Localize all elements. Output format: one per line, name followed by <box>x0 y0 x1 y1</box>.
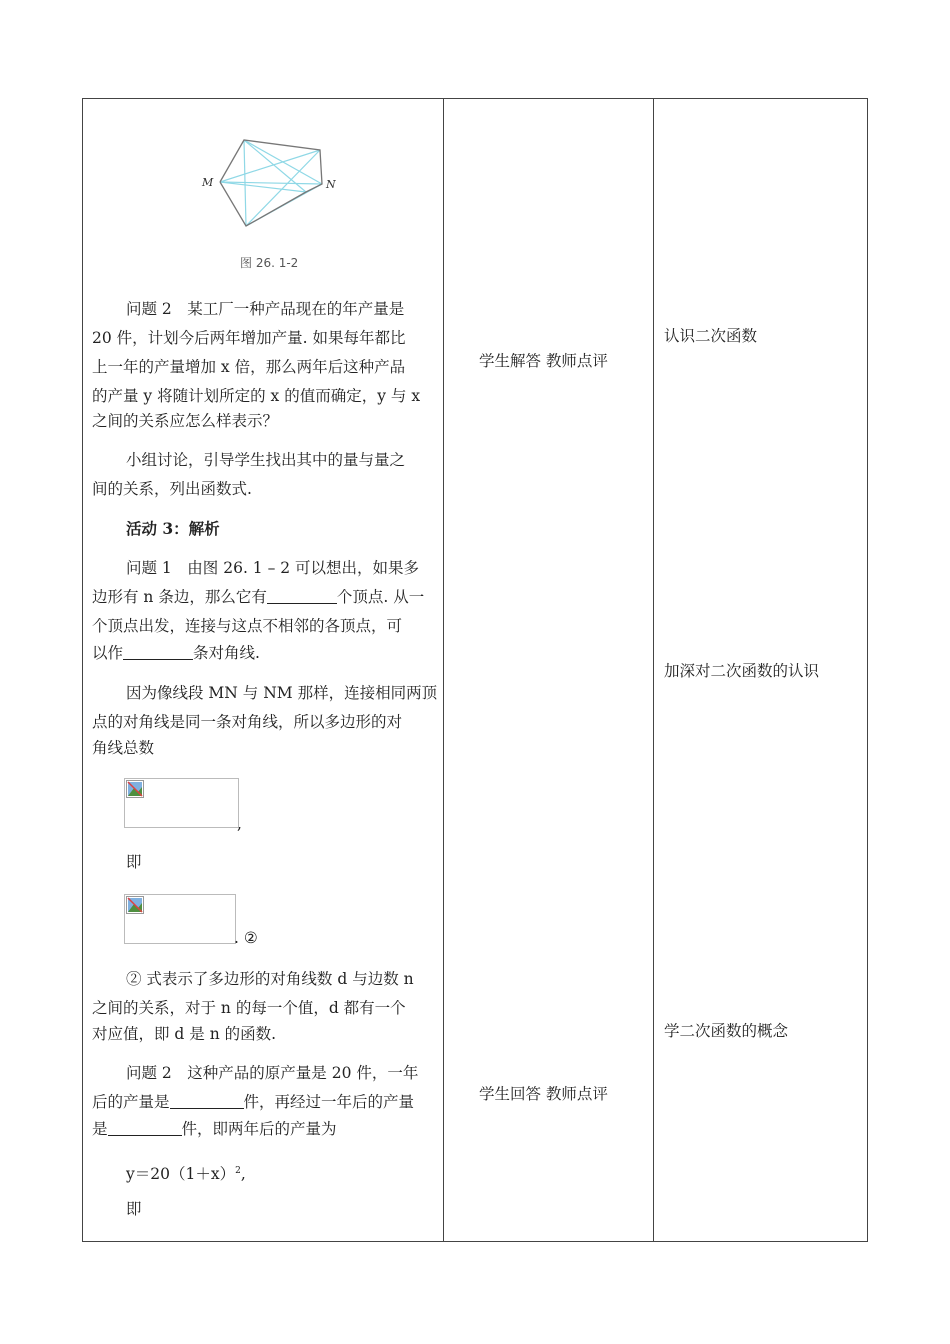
formula1-comma: , <box>237 815 242 833</box>
label-m: M <box>202 176 214 189</box>
activity3-heading: 活动 3：解析 <box>126 519 220 538</box>
explain-line2: 点的对角线是同一条对角线，所以多边形的对 <box>92 713 403 731</box>
broken-image-icon <box>126 896 144 914</box>
q2-line3-a: 是 <box>92 1120 108 1138</box>
q2-line2-b: 件，再经过一年后的产量 <box>243 1093 415 1111</box>
formula2-label: . ② <box>234 929 258 947</box>
problem2-line5: 之间的关系应怎么样表示？ <box>92 412 279 430</box>
formula-exponent: 2 <box>235 1166 241 1176</box>
q1-line1: 问题 1 由图 26. 1 – 2 可以想出，如果多 <box>126 559 420 577</box>
formula-comma: , <box>240 1165 246 1184</box>
discussion-line1: 小组讨论，引导学生找出其中的量与量之 <box>126 451 406 469</box>
ji-2: 即 <box>126 1200 142 1218</box>
formula-image-1 <box>124 778 239 828</box>
q1-line2-a: 边形有 n 条边，那么它有 <box>92 588 267 606</box>
figure-caption: 图 26. 1-2 <box>240 256 299 270</box>
label-n: N <box>326 178 336 191</box>
column-divider-2 <box>653 98 654 1242</box>
problem2-line2: 20 件，计划今后两年增加产量. 如果每年都比 <box>92 329 406 347</box>
explain-line1: 因为像线段 MN 与 NM 那样，连接相同两顶 <box>126 684 438 702</box>
formula-y <box>126 1157 246 1189</box>
q2-line2 <box>92 1088 414 1117</box>
q1-line4-a: 以作 <box>92 644 124 662</box>
column-divider-1 <box>443 98 444 1242</box>
design-intent-2: 加深对二次函数的认识 <box>664 662 820 680</box>
polygon-figure <box>200 134 340 234</box>
q2-line2-a: 后的产量是 <box>92 1093 170 1111</box>
ji-1: 即 <box>126 853 142 871</box>
answer-blank[interactable] <box>170 1092 244 1109</box>
student-activity-1: 学生解答 教师点评 <box>479 352 608 370</box>
q1-line4 <box>92 639 260 668</box>
problem2-line4: 的产量 y 将随计划所定的 x 的值而确定，y 与 x <box>92 387 421 405</box>
discussion-line2: 间的关系，列出函数式. <box>92 480 252 498</box>
q2-line3-b: 件，即两年后的产量为 <box>181 1120 337 1138</box>
q2-line1: 问题 2 这种产品的原产量是 20 件，一年 <box>126 1064 419 1082</box>
answer-blank[interactable] <box>123 643 193 660</box>
broken-image-icon <box>126 780 144 798</box>
function-line2: 之间的关系，对于 n 的每一个值，d 都有一个 <box>92 999 406 1017</box>
q1-line2-b: 个顶点. 从一 <box>336 588 425 606</box>
q1-line4-b: 条对角线. <box>193 644 260 662</box>
q1-line2 <box>92 583 424 612</box>
student-activity-2: 学生回答 教师点评 <box>479 1085 608 1103</box>
explain-line3: 角线总数 <box>92 739 155 757</box>
problem2-line3: 上一年的产量增加 x 倍，那么两年后这种产品 <box>92 358 406 376</box>
formula-image-2 <box>124 894 236 944</box>
design-intent-1: 认识二次函数 <box>664 327 758 345</box>
function-line1: ② 式表示了多边形的对角线数 d 与边数 n <box>126 970 414 988</box>
design-intent-3: 学二次函数的概念 <box>664 1022 789 1040</box>
q1-line3: 个顶点出发，连接与这点不相邻的各顶点，可 <box>92 617 403 635</box>
function-line3: 对应值，即 d 是 n 的函数. <box>92 1025 277 1043</box>
answer-blank[interactable] <box>108 1119 182 1136</box>
problem2-line1: 问题 2 某工厂一种产品现在的年产量是 <box>126 300 405 318</box>
q2-line3 <box>92 1115 337 1144</box>
answer-blank[interactable] <box>267 587 337 604</box>
formula-main: y＝20（1＋x） <box>126 1165 236 1184</box>
